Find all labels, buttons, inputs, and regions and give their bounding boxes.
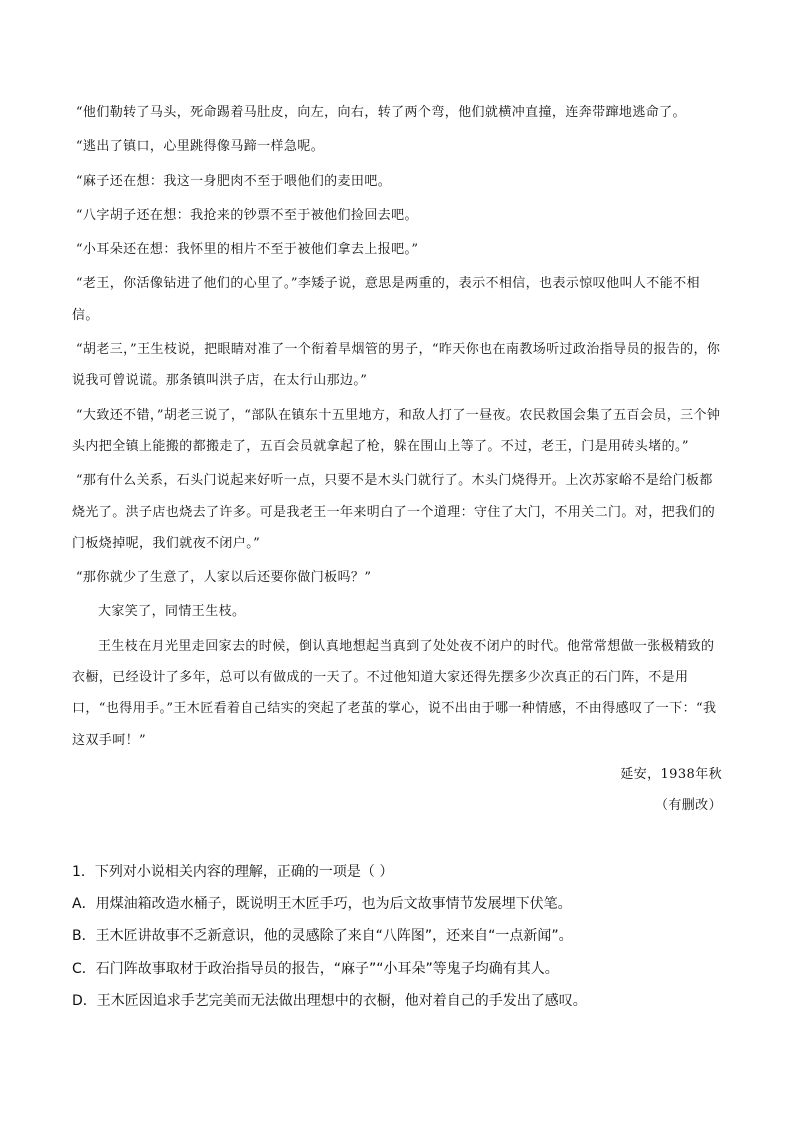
answer-option-a: A．用煤油箱改造水桶子，既说明王木匠手巧，也为后文故事情节发展埋下伏笔。	[72, 896, 572, 913]
story-paragraph: “他们勒转了马头，死命踢着马肚皮，向左，向右，转了两个弯，他们就横冲直撞，连奔带蹿地逃命了。	[75, 105, 686, 120]
story-paragraph: “逃出了镇口，心里跳得像马蹄一样急呢。	[75, 139, 325, 155]
story-signature: 延安，1938年秋	[620, 766, 722, 782]
story-paragraph: “胡老三，”王生枝说，把眼睛对准了一个衔着旱烟管的男子，“昨天你也在南教场听过政治指导员的报告的，你说我可曾说谎。那条镇叫洪子店，在太行山那边。”	[72, 342, 721, 389]
story-paragraph: 大家笑了，同情王生枝。	[98, 604, 246, 620]
story-paragraph: 王生枝在月光里走回家去的时候，倒认真地想起当真到了处处夜不闭户的时代。他常常想做一张极精致的衣橱，已经设计了多年，总可以有做成的一天了。不过他知道大家还得先摆多少次真正的石门阵，不是用口，“也得用手。”王木匠看着自己结实的突起了老茧的掌心，说不出由于哪一种情感，不由得感叹了一下：“我这双手呵！”	[72, 638, 717, 748]
story-paragraph: “八字胡子还在想：我抢来的钞票不至于被他们捡回去吧。	[75, 207, 418, 223]
answer-option-d: D．王木匠因追求手艺完美而无法做出理想中的衣橱，他对着自己的手发出了感叹。	[72, 992, 587, 1009]
story-paragraph: “那有什么关系，石头门说起来好听一点，只要不是木头门就行了。木头门烧得开。上次苏家峪不是给门板都烧光了。洪子店也烧去了许多。可是我老王一年来明白了一个道理：守住了大门，不用关二门。对，把我们的门板烧掉呢，我们就夜不闭户。”	[72, 473, 716, 551]
story-excerpt	[72, 97, 722, 822]
story-paragraph: “那你就少了生意了，人家以后还要你做门板吗？”	[75, 570, 372, 586]
answer-option-b: B．王木匠讲故事不乏新意识，他的灵感除了来自“八阵图”，还来自“一点新闻”。	[72, 928, 573, 945]
question-stem: 1．下列对小说相关内容的理解，正确的一项是（ ）	[72, 864, 394, 880]
story-paragraph: “小耳朵还在想：我怀里的相片不至于被他们拿去上报吧。”	[75, 242, 419, 258]
question-block	[72, 856, 732, 1017]
story-paragraph: “大致还不错，”胡老三说了，“部队在镇东十五里地方，和敌人打了一昼夜。农民救国会集了五百会员，三个钟头内把全镇上能搬的都搬走了，五百会员就拿起了枪，躲在围山上等了。不过，老王，门是用砖头堵的。”	[72, 407, 721, 454]
answer-option-c: C．石门阵故事取材于政治指导员的报告，“麻子”“小耳朵”等鬼子均确有其人。	[72, 960, 559, 977]
source-note: （有删改）	[654, 798, 722, 814]
story-paragraph: “老王，你活像钻进了他们的心里了。”李矮子说，意思是两重的，表示不相信，也表示惊叹他叫人不能不相信。	[72, 276, 700, 323]
story-paragraph: “麻子还在想：我这一身肥肉不至于喂他们的麦田吧。	[75, 173, 392, 189]
